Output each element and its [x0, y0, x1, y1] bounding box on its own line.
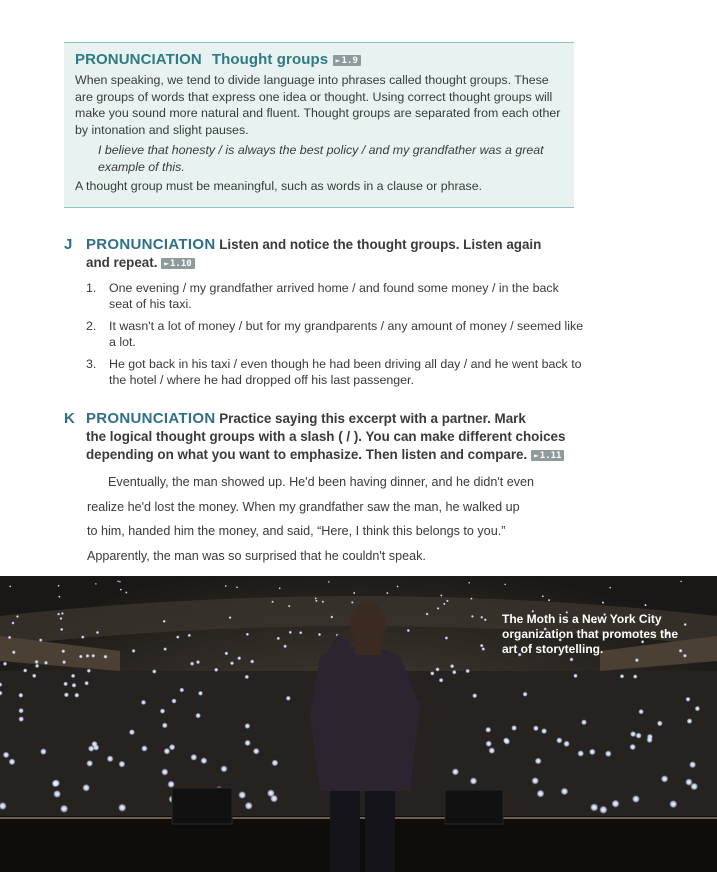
phone-light	[60, 617, 63, 620]
phone-light	[488, 747, 495, 754]
exercise-instruction-cont: and repeat.	[86, 255, 158, 270]
phone-light	[288, 605, 291, 608]
exercise-j	[64, 236, 584, 394]
phone-light	[171, 698, 176, 703]
phone-light	[61, 612, 64, 615]
phone-light	[605, 750, 612, 757]
phone-light	[599, 806, 607, 814]
excerpt-line: Apparently, the man was so surprised that he couldn't speak.	[87, 548, 426, 563]
phone-light	[84, 681, 89, 686]
phone-light	[561, 788, 569, 796]
phone-light	[397, 585, 399, 587]
phone-light	[125, 591, 127, 593]
list-item-text: One evening / my grandfather arrived home / and found some money / in the back seat of his taxi.	[109, 281, 559, 311]
phone-light	[152, 669, 157, 674]
phone-light	[74, 693, 79, 698]
phone-light	[160, 708, 166, 714]
phone-light	[480, 616, 483, 619]
phone-light	[541, 728, 547, 734]
phone-light	[445, 636, 449, 640]
phone-light	[471, 615, 474, 618]
speaker-icon: ►	[164, 259, 170, 268]
phone-light	[353, 592, 355, 594]
phone-light	[18, 708, 24, 714]
box-paragraph: When speaking, we tend to divide language into phrases called thought groups. These are groups of words that express one idea or thought. Using correct thought groups will make you sound more natural and fluent. Thought groups are separated from each other by intonation and slight pauses.	[75, 73, 561, 137]
audio-track-badge[interactable]	[333, 55, 361, 66]
phone-light	[452, 768, 459, 775]
phone-light	[188, 634, 192, 638]
phone-light	[470, 777, 478, 785]
phone-light	[271, 601, 274, 604]
phone-light	[190, 754, 197, 761]
photo-caption: The Moth is a New York City organization that promotes the art of storytelling.	[502, 612, 679, 656]
phone-light	[44, 661, 48, 665]
phone-light	[16, 615, 19, 618]
phone-light	[195, 713, 201, 719]
phone-light	[91, 654, 95, 658]
phone-light	[9, 585, 11, 587]
phone-light	[472, 693, 477, 698]
phone-light	[8, 636, 12, 640]
phone-light	[107, 755, 114, 762]
phone-light	[450, 664, 454, 668]
phone-light	[435, 667, 439, 671]
phone-light	[452, 670, 457, 675]
phone-light	[179, 688, 184, 693]
phone-light	[198, 691, 203, 696]
phone-light	[72, 683, 77, 688]
phone-light	[18, 693, 23, 698]
phone-light	[533, 725, 539, 731]
exercise-instruction-line-2: the logical thought groups with a slash ( / ). You can make different choices	[86, 429, 566, 444]
excerpt-line: to him, handed him the money, and said, “Here, I think this belongs to you.”	[87, 524, 506, 538]
phone-light	[695, 706, 701, 712]
phone-light	[163, 620, 166, 623]
phone-light	[119, 581, 121, 583]
list-item	[64, 280, 584, 312]
phone-light	[351, 601, 354, 604]
phone-light	[163, 647, 167, 651]
phone-light	[96, 631, 99, 634]
phone-light	[169, 744, 176, 751]
phone-light	[214, 668, 218, 672]
phone-light	[315, 600, 318, 603]
phone-light	[315, 597, 317, 599]
phone-light	[190, 662, 194, 666]
phone-light	[64, 692, 69, 697]
phone-light	[236, 586, 238, 588]
phone-light	[12, 650, 16, 654]
phone-light	[430, 671, 435, 676]
phone-light	[609, 587, 611, 589]
phone-light	[683, 654, 687, 658]
storytelling-photo	[0, 576, 717, 872]
phone-light	[237, 656, 241, 660]
phone-light	[103, 655, 107, 659]
excerpt	[64, 470, 584, 568]
exercise-j-list	[64, 280, 584, 388]
excerpt-line: realize he'd lost the money. When my grandfather saw the man, he walked up	[87, 499, 520, 514]
phone-light	[279, 587, 281, 589]
box-heading: PRONUNCIATION	[75, 51, 202, 68]
phone-light	[590, 803, 598, 811]
phone-light	[246, 633, 249, 636]
phone-light	[657, 720, 663, 726]
phone-light	[3, 662, 7, 666]
phone-light	[60, 805, 68, 813]
box-example: I believe that honesty / is always the best policy / and my grandfather was a great example of this.	[98, 143, 544, 174]
phone-light	[52, 780, 60, 788]
phone-light	[330, 616, 333, 619]
phone-light	[40, 748, 47, 755]
phone-light	[271, 759, 278, 766]
phone-light	[250, 659, 254, 663]
exercise-keyword: PRONUNCIATION	[86, 236, 216, 253]
phone-light	[602, 601, 605, 604]
phone-light	[542, 595, 544, 597]
phone-light	[485, 740, 492, 747]
phone-light	[581, 719, 587, 725]
phone-light	[3, 752, 10, 759]
list-item	[64, 356, 584, 388]
phone-light	[511, 725, 517, 731]
speaker-icon: ►	[335, 56, 341, 65]
exercise-instruction: Practice saying this excerpt with a partner. Mark	[219, 411, 526, 426]
phone-light	[167, 781, 175, 789]
phone-light	[161, 768, 168, 775]
phone-light	[244, 723, 250, 729]
phone-light	[661, 775, 669, 783]
phone-light	[238, 791, 246, 799]
phone-light	[426, 613, 429, 616]
phone-light	[299, 631, 302, 634]
audio-track-number: 1.10	[170, 259, 192, 269]
audio-track-number: 1.11	[539, 451, 562, 461]
audio-track-number: 1.9	[341, 56, 358, 66]
phone-light	[230, 661, 234, 665]
phone-light	[82, 784, 90, 792]
phone-light	[684, 623, 687, 626]
phone-light	[253, 748, 260, 755]
list-item-text: He got back in his taxi / even though he had been driving all day / and he went back to the hotel / where he had dropped off his last passenger.	[109, 357, 582, 387]
phone-light	[79, 655, 83, 659]
phone-light	[468, 582, 470, 584]
phone-light	[322, 600, 325, 603]
exercise-letter: K	[64, 410, 75, 427]
phone-light	[162, 722, 168, 728]
phone-light	[23, 668, 27, 672]
phone-light	[86, 654, 90, 658]
phone-light	[18, 716, 24, 722]
phone-light	[120, 589, 122, 591]
audio-track-badge[interactable]	[161, 258, 195, 269]
phone-light	[437, 607, 440, 610]
phone-light	[633, 674, 638, 679]
phone-light	[62, 660, 66, 664]
phone-light	[629, 744, 636, 751]
phone-light	[61, 649, 65, 653]
phone-light	[644, 604, 647, 607]
phone-light	[35, 664, 39, 668]
pronunciation-box	[64, 42, 574, 208]
phone-light	[523, 692, 528, 697]
phone-light	[129, 729, 135, 735]
phone-light	[132, 649, 136, 653]
exercise-letter: J	[64, 236, 73, 253]
phone-light	[9, 758, 16, 765]
phone-light	[470, 597, 472, 599]
list-item-number: 1.	[86, 281, 97, 295]
list-item-text: It wasn't a lot of money / but for my grandparents / any amount of money / seemed like a lot.	[109, 319, 584, 349]
phone-light	[35, 660, 39, 664]
speaker-icon: ►	[533, 451, 539, 460]
phone-light	[277, 637, 281, 641]
list-item	[64, 318, 584, 350]
phone-light	[635, 732, 641, 738]
phone-light	[646, 737, 652, 743]
phone-light	[465, 669, 470, 674]
phone-light	[569, 657, 573, 661]
phone-light	[245, 802, 253, 810]
phone-light	[86, 760, 93, 767]
phone-light	[176, 635, 180, 639]
phone-light	[504, 583, 506, 585]
excerpt-line: Eventually, the man showed up. He'd been having dinner, and he didn't even	[108, 475, 535, 489]
phone-light	[289, 631, 292, 634]
phone-light	[224, 651, 228, 655]
phone-light	[556, 737, 562, 743]
phone-light	[87, 669, 91, 673]
phone-light	[638, 709, 644, 715]
box-title	[75, 51, 562, 68]
phone-light	[286, 696, 291, 701]
phone-light	[481, 647, 485, 651]
exercise-instruction-line-3: depending on what you want to emphasize. Then listen and compare.	[86, 447, 528, 462]
phone-light	[446, 600, 449, 603]
phone-light	[229, 616, 232, 619]
phone-light	[484, 618, 487, 621]
phone-light	[58, 585, 60, 587]
phone-light	[11, 621, 14, 624]
phone-light	[440, 594, 442, 596]
phone-light	[685, 697, 690, 702]
box-closing: A thought group must be meaningful, such as words in a clause or phrase.	[75, 179, 483, 193]
phone-light	[267, 789, 275, 797]
phone-light	[328, 581, 330, 583]
phone-light	[57, 613, 60, 616]
phone-light	[283, 644, 287, 648]
phone-light	[531, 777, 539, 785]
phone-light	[632, 795, 640, 803]
phone-light	[60, 628, 63, 631]
phone-light	[245, 675, 250, 680]
phone-light	[635, 658, 639, 662]
phone-light	[687, 718, 693, 724]
phone-light	[480, 644, 484, 648]
phone-light	[81, 635, 85, 639]
phone-light	[141, 745, 148, 752]
list-item-number: 2.	[86, 319, 97, 333]
phone-light	[669, 800, 677, 808]
phone-light	[690, 783, 698, 791]
phone-light	[439, 678, 444, 683]
phone-light	[563, 741, 570, 748]
phone-light	[689, 761, 696, 768]
phone-light	[200, 757, 207, 764]
phone-light	[225, 585, 227, 587]
phone-light	[548, 599, 551, 602]
phone-light	[620, 674, 625, 679]
phone-light	[95, 583, 97, 585]
phone-light	[318, 633, 321, 636]
phone-light	[53, 790, 61, 798]
exercise-j-heading	[64, 236, 584, 272]
phone-light	[196, 660, 200, 664]
phone-light	[141, 700, 146, 705]
phone-light	[244, 740, 251, 747]
phone-light	[63, 682, 68, 687]
phone-light	[589, 749, 596, 756]
phone-light	[32, 674, 37, 679]
list-item-number: 3.	[86, 357, 97, 371]
phone-light	[537, 790, 545, 798]
phone-light	[71, 674, 76, 679]
phone-light	[386, 592, 388, 594]
phone-light	[535, 758, 542, 765]
phone-light	[58, 596, 60, 598]
phone-light	[573, 674, 578, 679]
phone-light	[220, 765, 227, 772]
phone-light	[407, 629, 410, 632]
phone-light	[485, 727, 491, 733]
phone-light	[577, 750, 584, 757]
exercise-k-heading	[64, 410, 584, 464]
phone-light	[503, 737, 509, 743]
phone-light	[39, 638, 43, 642]
exercise-keyword: PRONUNCIATION	[86, 410, 216, 427]
exercise-instruction: Listen and notice the thought groups. Listen again	[219, 237, 542, 252]
phone-light	[118, 804, 126, 812]
box-subheading: Thought groups	[211, 51, 329, 68]
phone-light	[630, 731, 636, 737]
phone-light	[118, 761, 125, 768]
phone-light	[443, 603, 446, 606]
exercise-k	[64, 410, 584, 568]
phone-light	[680, 580, 682, 582]
phone-light	[117, 580, 119, 582]
phone-light	[91, 741, 98, 748]
audio-track-badge[interactable]	[531, 450, 565, 461]
phone-light	[611, 800, 619, 808]
